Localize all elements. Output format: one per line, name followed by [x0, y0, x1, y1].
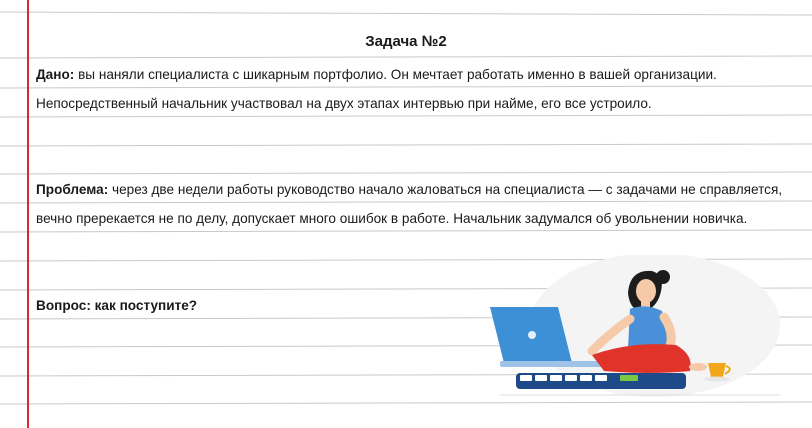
margin-line: [27, 0, 29, 428]
problem-text: через две недели работы руководство начало жаловаться на специалиста — с задачами не справляется, вечно пререкается не по делу, допускает много ошибок в работе. Начальник задумался об увольнении новичка.: [36, 182, 783, 226]
woman-with-laptop-illustration: [480, 255, 800, 405]
given-label: Дано:: [36, 67, 75, 82]
problem-label: Проблема:: [36, 182, 109, 197]
keyboard-icon: [516, 373, 686, 389]
task-title: Задача №2: [365, 33, 447, 50]
problem-paragraph: [36, 175, 786, 233]
question-text: Вопрос: как поступите?: [36, 298, 198, 313]
given-text: вы наняли специалиста с шикарным портфолио. Он мечтает работать именно в вашей организации. Непосредственный начальник участвовал на двух этапах интервью при найме, его все устроило.: [36, 67, 717, 111]
given-paragraph: [36, 60, 786, 118]
